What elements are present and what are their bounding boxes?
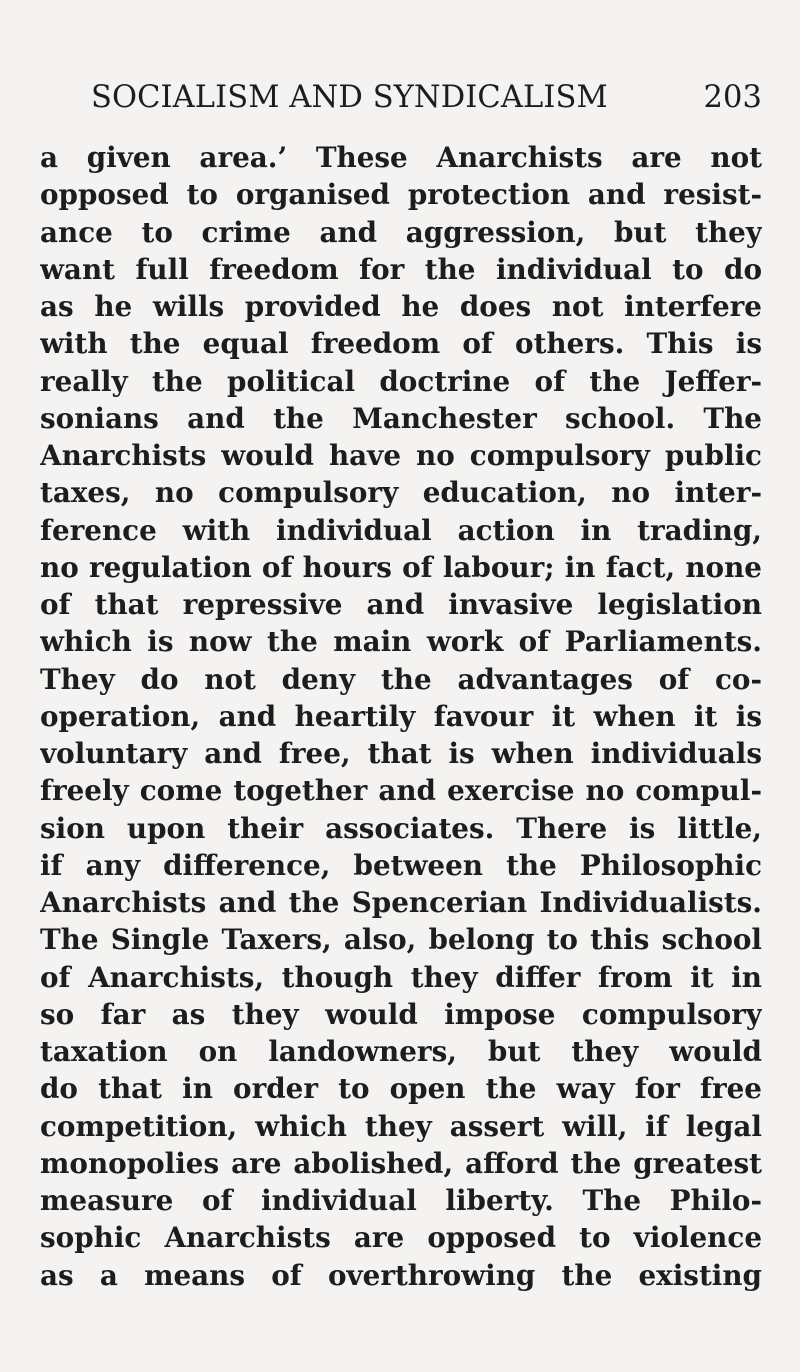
text-line: The Single Taxers, also, belong to this school xyxy=(40,923,762,957)
text-line: sion upon their associates. There is little, xyxy=(40,811,762,845)
text-line: opposed to organised protection and resist- xyxy=(40,178,762,212)
text-line: voluntary and free, that is when individuals xyxy=(40,737,762,770)
text-line: if any difference, between the Philosophic xyxy=(40,848,762,882)
running-head xyxy=(40,70,762,118)
text-line: sonians and the Manchester school. The xyxy=(40,401,762,435)
text-line: Anarchists would have no compulsory public xyxy=(40,439,762,472)
text-line: They do not deny the advantages of co- xyxy=(40,662,762,696)
text-line: Anarchists and the Spencerian Individualists. xyxy=(40,886,762,919)
text-line: monopolies are abolished, afford the greatest xyxy=(40,1146,762,1180)
text-line: competition, which they assert will, if legal xyxy=(40,1109,762,1143)
text-line: measure of individual liberty. The Philo- xyxy=(40,1184,762,1217)
text-line: of that repressive and invasive legislation xyxy=(40,588,762,621)
body-text xyxy=(40,139,762,1294)
text-line: taxes, no compulsory education, no inter- xyxy=(40,476,762,510)
text-line: operation, and heartily favour it when it is xyxy=(40,699,762,733)
text-line: which is now the main work of Parliaments. xyxy=(40,625,762,659)
text-line: sophic Anarchists are opposed to violence xyxy=(40,1221,762,1255)
text-line: so far as they would impose compulsory xyxy=(40,997,762,1031)
text-line: of Anarchists, though they differ from it in xyxy=(40,960,762,994)
book-page xyxy=(40,70,762,1294)
text-line: want full freedom for the individual to do xyxy=(40,252,762,286)
text-line: really the political doctrine of the Jeffer- xyxy=(40,364,762,398)
text-line: as a means of overthrowing the existing xyxy=(40,1258,762,1292)
text-line: no regulation of hours of labour; in fact, none xyxy=(40,550,762,584)
text-line: do that in order to open the way for free xyxy=(40,1072,762,1106)
text-line: taxation on landowners, but they would xyxy=(40,1035,762,1068)
running-head-title: SOCIALISM AND SYNDICALISM xyxy=(91,80,608,115)
text-line: as he wills provided he does not interfere xyxy=(40,290,762,323)
text-line: with the equal freedom of others. This is xyxy=(40,327,762,361)
text-line: ference with individual action in trading, xyxy=(40,513,762,547)
text-line: freely come together and exercise no compul- xyxy=(40,774,762,808)
text-line: ance to crime and aggression, but they xyxy=(40,215,762,249)
page-number: 203 xyxy=(703,80,762,115)
text-line: a given area.’ These Anarchists are not xyxy=(40,141,762,174)
